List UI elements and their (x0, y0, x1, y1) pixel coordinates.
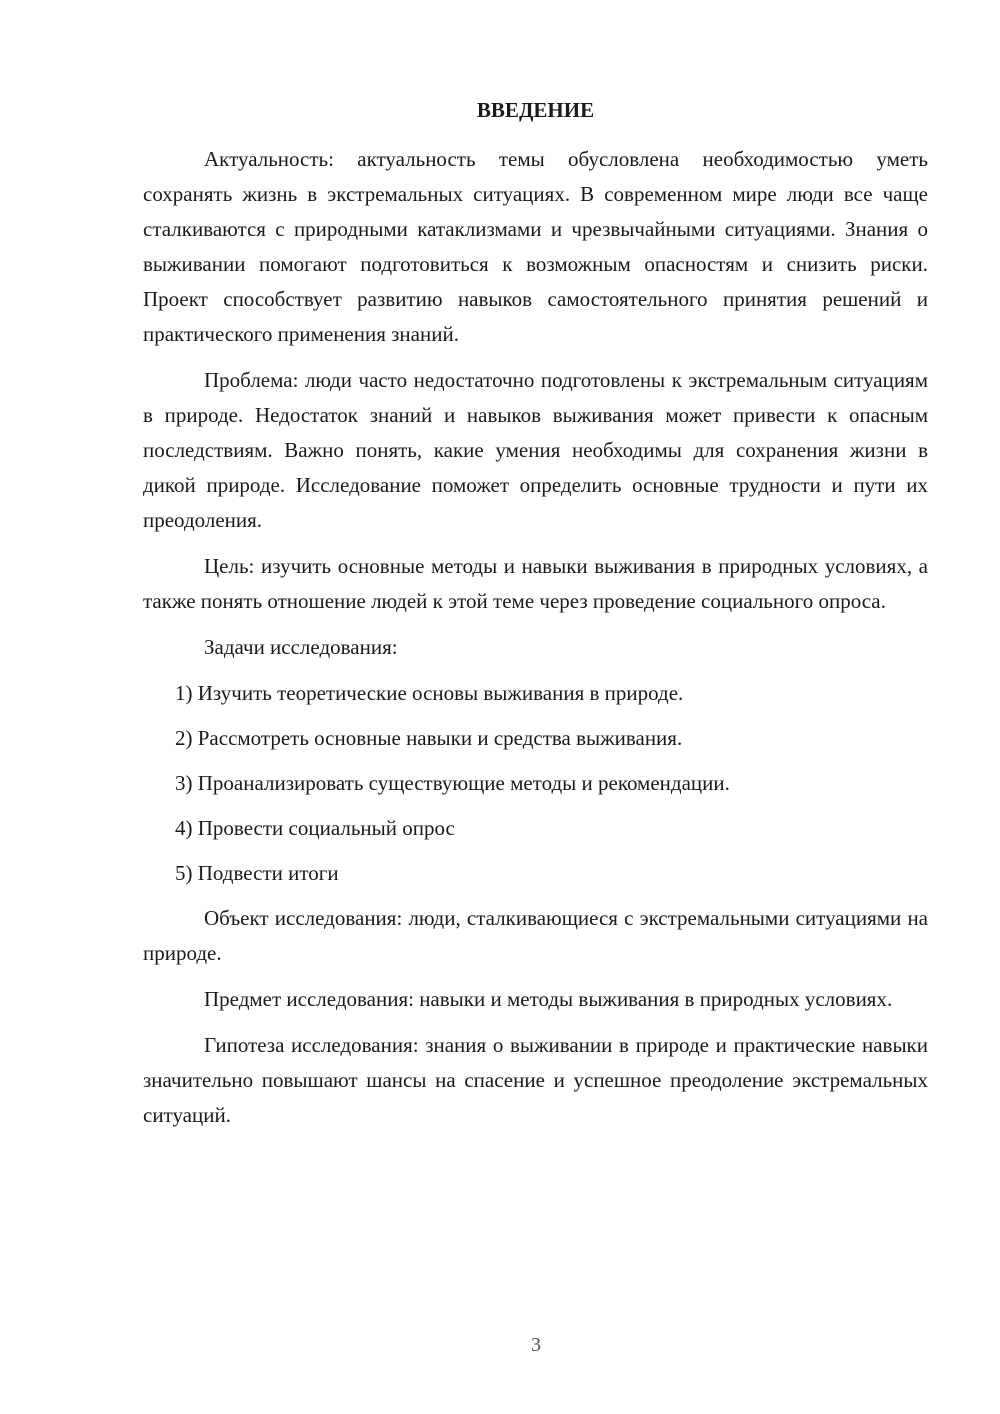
document-page (143, 94, 928, 1144)
page-number: 3 (531, 1334, 541, 1356)
paragraph-relevance: Актуальность: актуальность темы обусловлена необходимостью уметь сохранять жизнь в экстремальных ситуациях. В современном мире люди все чаще сталкиваются с природными катаклизмами и чрезвычайными ситуациями. Знания о выживании помогают подготовиться к возможным опасностям и снизить риски. Проект способствует развитию навыков самостоятельного принятия решений и практического применения знаний. (143, 147, 928, 346)
list-item: 5) Подвести итоги (175, 861, 339, 885)
paragraph-problem: Проблема: люди часто недостаточно подготовлены к экстремальным ситуациям в природе. Недостаток знаний и навыков выживания может привести к опасным последствиям. Важно понять, какие умения необходимы для сохранения жизни в дикой природе. Исследование поможет определить основные трудности и пути их преодоления. (143, 368, 928, 532)
list-item: 2) Рассмотреть основные навыки и средства выживания. (175, 726, 683, 750)
paragraph-subject: Предмет исследования: навыки и методы выживания в природных условиях. (204, 987, 893, 1011)
list-item: 1) Изучить теоретические основы выживания в природе. (175, 681, 684, 705)
paragraph-goal: Цель: изучить основные методы и навыки выживания в природных условиях, а также понять отношение людей к этой теме через проведение социального опроса. (143, 554, 928, 613)
paragraph-tasks-heading: Задачи исследования: (204, 635, 398, 659)
list-item: 3) Проанализировать существующие методы и рекомендации. (175, 771, 730, 795)
paragraph-object: Объект исследования: люди, сталкивающиеся с экстремальными ситуациями на природе. (143, 906, 928, 965)
paragraph-hypothesis: Гипотеза исследования: знания о выживании в природе и практические навыки значительно повышают шансы на спасение и успешное преодоление экстремальных ситуаций. (143, 1033, 928, 1127)
list-item: 4) Провести социальный опрос (175, 816, 455, 840)
tasks-list (143, 676, 928, 891)
section-title: ВВЕДЕНИЕ (476, 98, 595, 122)
